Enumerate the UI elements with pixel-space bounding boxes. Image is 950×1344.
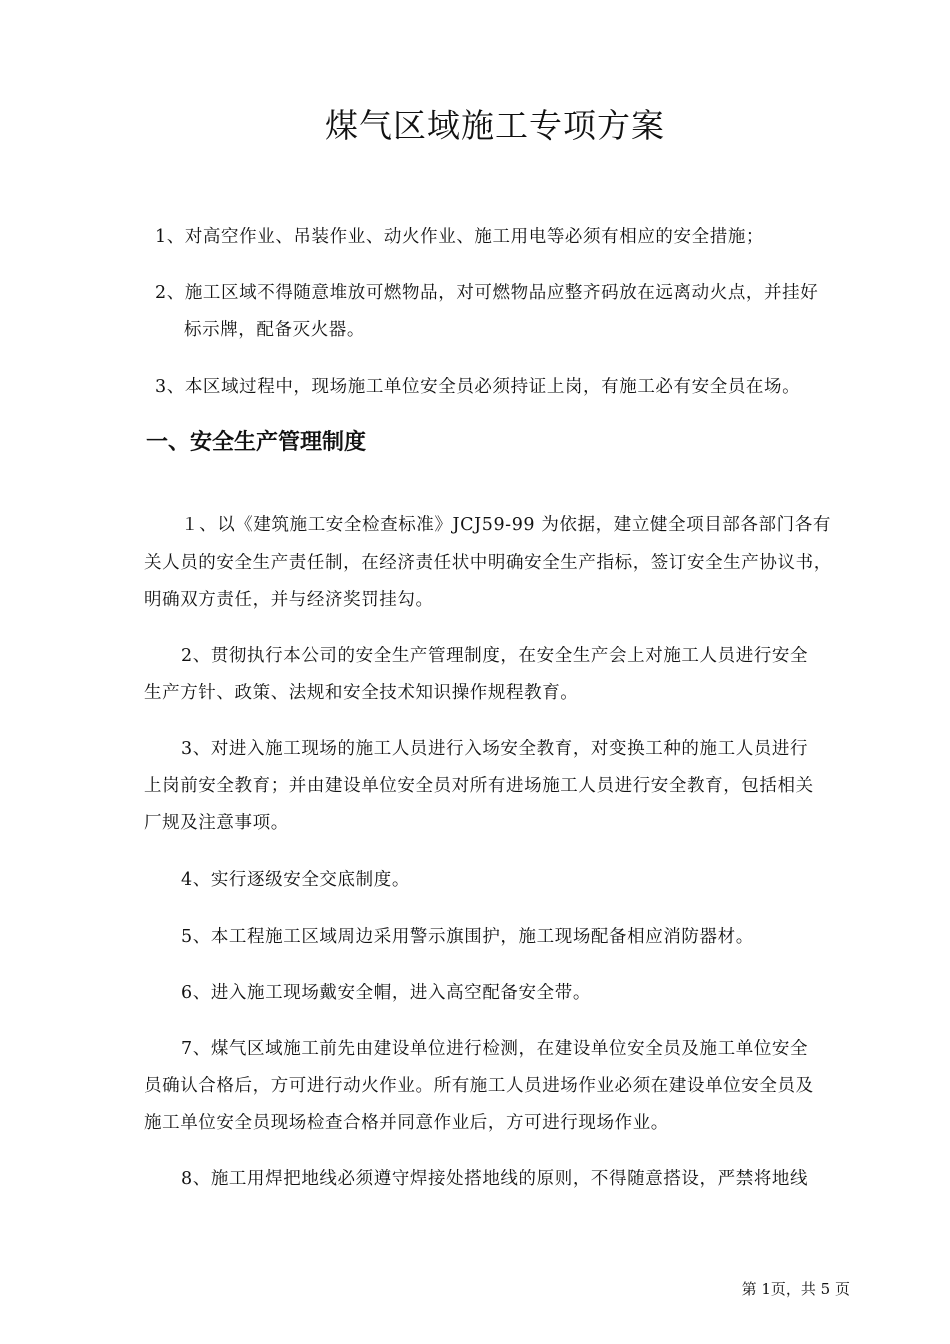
paragraph-line: １、以《建筑施工安全检查标准》JCJ59-99 为依据，建立健全项目部各部门各有: [181, 515, 831, 535]
paragraph-line: 生产方针、政策、法规和安全技术知识操作规程教育。: [144, 683, 579, 703]
intro-item-1: 1、对高空作业、吊装作业、动火作业、施工用电等必须有相应的安全措施；: [155, 227, 765, 247]
paragraph-line: 明确双方责任，并与经济奖罚挂勾。: [144, 590, 434, 610]
section-heading: 一、安全生产管理制度: [146, 430, 367, 455]
intro-item-2-continued: 标示牌，配备灭火器。: [184, 320, 365, 340]
paragraph-line: 6、进入施工现场戴安全帽，进入高空配备安全带。: [181, 983, 591, 1003]
paragraph-line: 5、本工程施工区域周边采用警示旗围护，施工现场配备相应消防器材。: [181, 927, 754, 947]
paragraph-line: 员确认合格后，方可进行动火作业。所有施工人员进场作业必须在建设单位安全员及: [144, 1076, 814, 1096]
paragraph-line: 厂规及注意事项。: [144, 813, 289, 833]
paragraph-line: 7、煤气区域施工前先由建设单位进行检测，在建设单位安全员及施工单位安全: [181, 1039, 809, 1059]
paragraph-line: 8、施工用焊把地线必须遵守焊接处搭地线的原则，不得随意搭设，严禁将地线: [181, 1169, 809, 1189]
paragraph-line: 关人员的安全生产责任制，在经济责任状中明确安全生产指标，签订安全生产协议书，: [144, 553, 832, 573]
paragraph-line: 2、贯彻执行本公司的安全生产管理制度，在安全生产会上对施工人员进行安全: [181, 646, 809, 666]
intro-item-3: 3、本区域过程中，现场施工单位安全员必须持证上岗，有施工必有安全员在场。: [155, 377, 801, 397]
paragraph-line: 3、对进入施工现场的施工人员进行入场安全教育，对变换工种的施工人员进行: [181, 739, 809, 759]
paragraph-line: 上岗前安全教育；并由建设单位安全员对所有进场施工人员进行安全教育，包括相关: [144, 776, 814, 796]
paragraph-line: 施工单位安全员现场检查合格并同意作业后，方可进行现场作业。: [144, 1113, 669, 1133]
intro-item-2: 2、施工区域不得随意堆放可燃物品，对可燃物品应整齐码放在远离动火点，并挂好: [155, 283, 819, 303]
page-number: 第 1页，共 5 页: [741, 1280, 850, 1298]
paragraph-line: 4、实行逐级安全交底制度。: [181, 870, 410, 890]
page-title: 煤气区域施工专项方案: [325, 106, 665, 145]
